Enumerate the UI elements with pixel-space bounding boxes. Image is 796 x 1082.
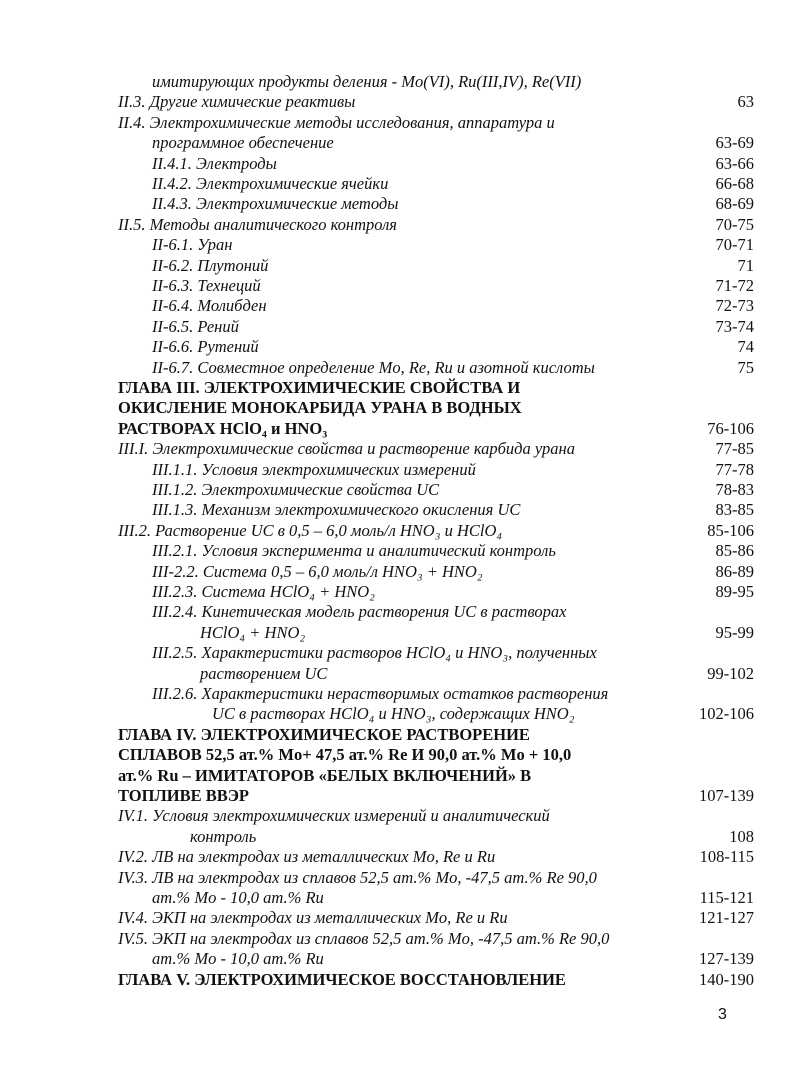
toc-page-range: 71-72 bbox=[715, 276, 754, 295]
toc-chapter-line bbox=[0, 378, 796, 398]
toc-page-range: 102-106 bbox=[699, 704, 754, 724]
toc-entry-line bbox=[0, 888, 796, 908]
toc-entry-line bbox=[0, 194, 796, 214]
toc-entry-title: ОКИСЛЕНИЕ МОНОКАРБИДА УРАНА В ВОДНЫХ bbox=[118, 398, 522, 418]
toc-entry-title: программное обеспечение bbox=[152, 133, 334, 153]
toc-page-range: 85-106 bbox=[707, 520, 754, 540]
toc-page-range: 83-85 bbox=[715, 500, 754, 520]
toc-page-range: 63-69 bbox=[715, 133, 754, 153]
toc-entry-title: ТОПЛИВЕ ВВЭР bbox=[118, 786, 250, 805]
toc-entry-title: ат.% Mo - 10,0 ат.% Ru bbox=[152, 888, 324, 907]
toc-page-range: 74 bbox=[737, 337, 754, 357]
toc-entry-line bbox=[0, 480, 796, 500]
toc-entry-title: II.5. Методы аналитического контроля bbox=[118, 214, 397, 234]
toc-entry-line bbox=[0, 684, 796, 704]
toc-page-range: 78-83 bbox=[715, 480, 754, 499]
toc-entry-title: III.1.2. Электрохимические свойства UC bbox=[152, 480, 440, 499]
toc-entry-title: имитирующих продукты деления - Mo(VI), Ru(III,IV), Re(VII) bbox=[152, 72, 582, 91]
toc-entry-line bbox=[0, 460, 796, 480]
toc-entry-line bbox=[0, 521, 796, 541]
toc-chapter-line bbox=[0, 725, 796, 745]
toc-page-range: 63 bbox=[737, 92, 754, 112]
toc-entry-title: II-6.4. Молибден bbox=[152, 296, 267, 316]
toc-page-range: 70-75 bbox=[715, 214, 754, 234]
toc-chapter-line bbox=[0, 766, 796, 786]
toc-entry-line bbox=[0, 929, 796, 949]
toc-page-range: 108-115 bbox=[699, 847, 754, 867]
toc-page-range: 108 bbox=[729, 826, 754, 846]
toc-page-range: 71 bbox=[737, 255, 754, 275]
toc-entry-title: II.4.2. Электрохимические ячейки bbox=[152, 174, 389, 193]
toc-entry-line bbox=[0, 664, 796, 684]
toc-entry-title: ГЛАВА IV. ЭЛЕКТРОХИМИЧЕСКОЕ РАСТВОРЕНИЕ bbox=[118, 724, 530, 744]
toc-entry-line bbox=[0, 643, 796, 663]
toc-entry-line bbox=[0, 582, 796, 602]
toc-entry-line bbox=[0, 868, 796, 888]
toc-page-range: 70-71 bbox=[715, 235, 754, 255]
toc-entry-title: контроль bbox=[190, 826, 257, 846]
toc-entry-line bbox=[0, 154, 796, 174]
toc-page-range: 85-86 bbox=[715, 541, 754, 561]
toc-entry-title: IV.4. ЭКП на электродах из металлических Mo, Re и Ru bbox=[118, 908, 508, 928]
toc-entry-line bbox=[0, 113, 796, 133]
toc-page-range: 68-69 bbox=[715, 194, 754, 214]
toc-entry-line bbox=[0, 500, 796, 520]
toc-page-range: 77-85 bbox=[715, 439, 754, 459]
toc-page-range: 76-106 bbox=[707, 418, 754, 438]
toc-entry-line bbox=[0, 174, 796, 194]
toc-entry-line bbox=[0, 908, 796, 928]
toc-entry-title: IV.5. ЭКП на электродах из сплавов 52,5 ат.% Mo, -47,5 ат.% Re 90,0 bbox=[118, 928, 610, 948]
toc-entry-line bbox=[0, 847, 796, 867]
toc-entry-title: III.2.6. Характеристики нерастворимых остатков растворения bbox=[152, 684, 609, 703]
toc-entry-title: II-6.1. Уран bbox=[152, 235, 233, 255]
toc-entry-line bbox=[0, 827, 796, 847]
toc-entry-title: II.4.3. Электрохимические методы bbox=[152, 194, 399, 214]
toc-page-range: 89-95 bbox=[715, 582, 754, 601]
toc-entry-title: ат.% Ru – ИМИТАТОРОВ «БЕЛЫХ ВКЛЮЧЕНИЙ» В bbox=[118, 765, 532, 785]
toc-page-range: 107-139 bbox=[699, 786, 754, 805]
toc-entry-title: III.2.4. Кинетическая модель растворения UC в растворах bbox=[152, 602, 567, 622]
toc-entry-line bbox=[0, 562, 796, 582]
toc-entry-line bbox=[0, 623, 796, 643]
toc-entry-title: II-6.2. Плутоний bbox=[152, 255, 269, 275]
toc-entry-title: III-2.2. Система 0,5 – 6,0 моль/л HNO₃ + HNO₂ bbox=[152, 561, 483, 581]
toc-entry-title: ГЛАВА V. ЭЛЕКТРОХИМИЧЕСКОЕ ВОССТАНОВЛЕНИЕ bbox=[118, 969, 566, 989]
toc-entry-line bbox=[0, 541, 796, 561]
toc-page-range: 99-102 bbox=[707, 663, 754, 683]
toc-entry-title: II-6.3. Технеций bbox=[152, 276, 261, 295]
toc-entry-title: II.4.1. Электроды bbox=[152, 153, 277, 173]
toc-entry-title: IV.3. ЛВ на электродах из сплавов 52,5 ат.% Mo, -47,5 ат.% Re 90,0 bbox=[118, 867, 597, 887]
toc-entry-title: II.4. Электрохимические методы исследования, аппаратура и bbox=[118, 112, 555, 132]
toc-entry-line bbox=[0, 276, 796, 296]
toc-page-range: 127-139 bbox=[699, 949, 754, 969]
toc-entry-line bbox=[0, 317, 796, 337]
toc-page-range: 66-68 bbox=[715, 174, 754, 193]
toc-entry-title: II-6.7. Совместное определение Mo, Re, Ru и азотной кислоты bbox=[152, 357, 595, 377]
toc-entry-line bbox=[0, 72, 796, 92]
toc-entry-line bbox=[0, 602, 796, 622]
toc-entry-title: UC в растворах HClO₄ и HNO₃, содержащих HNO₂ bbox=[212, 704, 575, 724]
toc-entry-line bbox=[0, 949, 796, 969]
toc-entry-line bbox=[0, 704, 796, 724]
page-number: 3 bbox=[718, 1006, 727, 1023]
toc-entry-title: III.2.5. Характеристики растворов HClO₄ и HNO₃, полученных bbox=[152, 643, 597, 663]
toc-entry-title: ГЛАВА III. ЭЛЕКТРОХИМИЧЕСКИЕ СВОЙСТВА И bbox=[118, 378, 521, 397]
toc-entry-line bbox=[0, 256, 796, 276]
toc-entry-line bbox=[0, 235, 796, 255]
toc-entry-title: III.2. Растворение UC в 0,5 – 6,0 моль/л HNO₃ и HClO₄ bbox=[118, 520, 503, 540]
toc-page-range: 72-73 bbox=[715, 296, 754, 316]
toc-chapter-line bbox=[0, 786, 796, 806]
toc-page-range: 95-99 bbox=[715, 622, 754, 642]
toc-entry-title: III.2.1. Условия эксперимента и аналитический контроль bbox=[152, 541, 556, 561]
toc-entry-line bbox=[0, 439, 796, 459]
toc-entry-title: II.3. Другие химические реактивы bbox=[118, 92, 356, 112]
toc-entry-title: IV.2. ЛВ на электродах из металлических Mo, Re и Ru bbox=[118, 847, 496, 867]
toc-chapter-line bbox=[0, 970, 796, 990]
toc-page-range: 121-127 bbox=[699, 908, 754, 928]
toc-entry-title: III.1.1. Условия электрохимических измерений bbox=[152, 459, 476, 479]
toc-page-range: 73-74 bbox=[715, 316, 754, 336]
toc-entry-line bbox=[0, 92, 796, 112]
toc-entry-title: ат.% Mo - 10,0 ат.% Ru bbox=[152, 949, 324, 969]
toc-page-range: 77-78 bbox=[715, 459, 754, 479]
toc-chapter-line bbox=[0, 398, 796, 418]
toc-page-range: 86-89 bbox=[715, 561, 754, 581]
toc-page-range: 63-66 bbox=[715, 153, 754, 173]
toc-entry-line bbox=[0, 806, 796, 826]
toc-entry-line bbox=[0, 215, 796, 235]
toc-entry-title: РАСТВОРАХ HClO₄ и HNO₃ bbox=[118, 418, 328, 438]
toc-entry-title: III.1.3. Механизм электрохимического окисления UC bbox=[152, 500, 521, 520]
toc-page-range: 75 bbox=[737, 357, 754, 377]
toc-entry-title: III.I. Электрохимические свойства и растворение карбида урана bbox=[118, 439, 575, 459]
toc-entry-line bbox=[0, 337, 796, 357]
toc-entry-line bbox=[0, 133, 796, 153]
toc-entry-title: СПЛАВОВ 52,5 ат.% Mo+ 47,5 ат.% Re И 90,0 ат.% Mo + 10,0 bbox=[118, 745, 572, 765]
toc-entry-line bbox=[0, 296, 796, 316]
toc-chapter-line bbox=[0, 745, 796, 765]
toc-chapter-line bbox=[0, 419, 796, 439]
toc-page-range: 115-121 bbox=[699, 888, 754, 907]
toc-entry-title: IV.1. Условия электрохимических измерений и аналитический bbox=[118, 806, 550, 826]
toc-entry-line bbox=[0, 358, 796, 378]
toc-entry-title: III.2.3. Система HClO₄ + HNO₂ bbox=[152, 582, 375, 601]
toc-entry-title: растворением UC bbox=[200, 663, 328, 683]
toc-entry-title: II-6.6. Рутений bbox=[152, 337, 259, 357]
toc-page-range: 140-190 bbox=[699, 969, 754, 989]
toc-entry-title: HClO₄ + HNO₂ bbox=[200, 622, 306, 642]
toc-entry-title: II-6.5. Рений bbox=[152, 316, 239, 336]
